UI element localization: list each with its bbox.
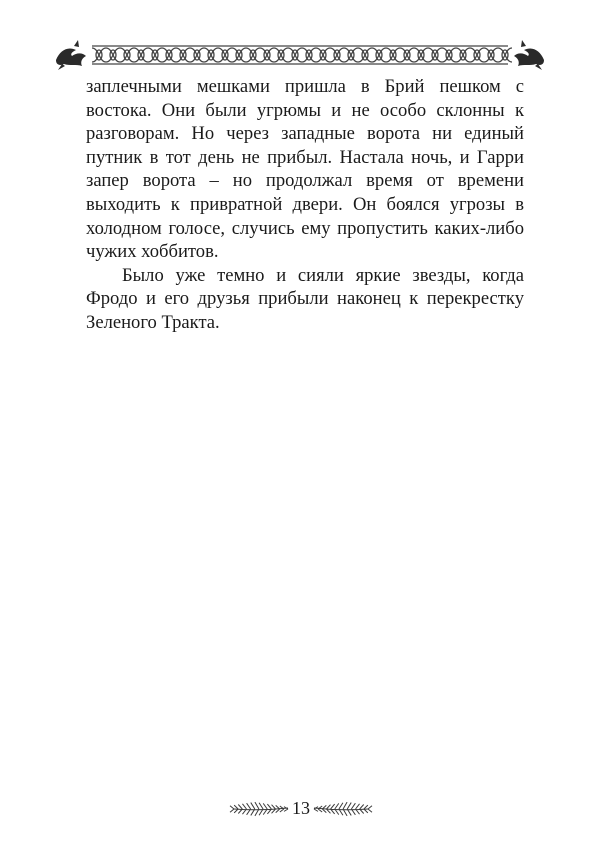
page-number: 13	[292, 798, 310, 818]
right-dragon-icon	[514, 40, 544, 70]
paragraph: Было уже темно и сияли яркие звезды, когда Фродо и его друзья прибыли наконец к перекрестку Зеленого Тракта.	[86, 264, 524, 333]
left-dragon-icon	[56, 40, 86, 70]
page-text	[86, 75, 524, 335]
page-footer	[226, 795, 376, 825]
header-ornament	[52, 38, 548, 72]
celtic-knot-band-icon	[52, 38, 548, 72]
paragraph: заплечными мешками пришла в Брий пешком с востока. Они были угрюмы и не особо склонны к разговорам. Но через западные ворота ни единый путник в тот день не прибыл. Настала ночь, и Гарри запер ворота – но продолжал время от времени выходить к привратной двери. Он боялся угрозы в холодном голосе, случись ему пропустить каких-либо чужих хоббитов.	[86, 76, 524, 263]
